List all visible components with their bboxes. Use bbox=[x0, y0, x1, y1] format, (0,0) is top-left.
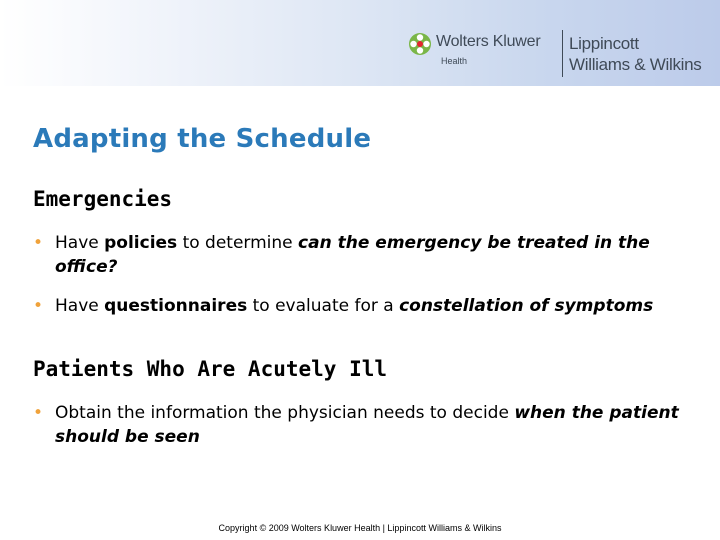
bullet-text: Have policies to determine can the emergency be treated in the office? bbox=[55, 233, 650, 277]
bullet-questionnaires bbox=[33, 294, 683, 318]
bullet-marker: • bbox=[33, 403, 44, 423]
lippincott-logo bbox=[569, 33, 719, 75]
wolters-kluwer-logo bbox=[408, 31, 558, 71]
bullet-marker: • bbox=[33, 233, 44, 253]
wolters-kluwer-globe-icon bbox=[408, 32, 432, 56]
section-heading-emergencies: Emergencies bbox=[33, 187, 173, 211]
lww-logo-line1: Lippincott bbox=[569, 34, 639, 53]
lww-logo-line2: Williams & Wilkins bbox=[569, 55, 702, 74]
bullet-text: Obtain the information the physician needs to decide when the patient should be seen bbox=[55, 403, 679, 447]
bullet-policies bbox=[33, 231, 683, 279]
wk-logo-sub: Health bbox=[441, 56, 468, 66]
bullet-obtain-information bbox=[33, 401, 683, 449]
bullet-text: Have questionnaires to evaluate for a constellation of symptoms bbox=[55, 296, 654, 316]
slide-title: Adapting the Schedule bbox=[33, 124, 372, 154]
bullet-marker: • bbox=[33, 296, 44, 316]
section-heading-acutely-ill: Patients Who Are Acutely Ill bbox=[33, 357, 388, 381]
footer-copyright: Copyright © 2009 Wolters Kluwer Health | Lippincott Williams & Wilkins bbox=[218, 523, 502, 533]
logo-divider bbox=[562, 30, 563, 77]
wk-logo-name: Wolters Kluwer bbox=[436, 33, 541, 50]
